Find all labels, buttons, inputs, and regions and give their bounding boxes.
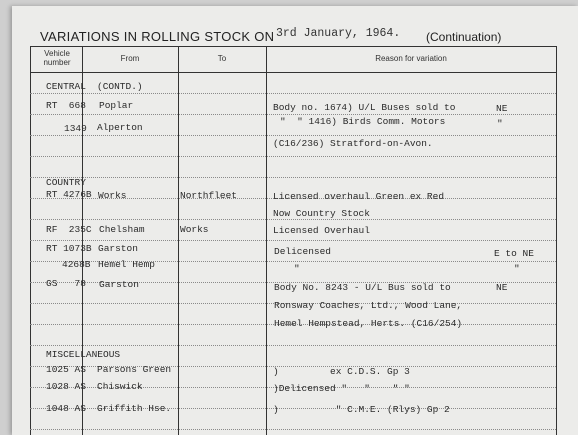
ruled-line [30, 345, 556, 346]
variation-reason: ) ex C.D.S. Gp 3 [273, 366, 410, 377]
vehicle-number: 1025 AS [46, 364, 86, 375]
variation-reason: Body no. 1674) U/L Buses sold to [273, 102, 456, 113]
ruled-line [30, 114, 556, 115]
vehicle-number: 1349 [64, 123, 87, 134]
destination-code: " [514, 263, 520, 274]
from-location: Parsons Green [97, 364, 172, 375]
variation-reason: )Delicensed " " " " [273, 383, 410, 394]
variation-reason: Body No. 8243 - U/L Bus sold to [274, 282, 451, 293]
vehicle-number: GS 78 [46, 278, 86, 289]
from-location: Alperton [97, 122, 143, 133]
variation-reason: Ronsway Coaches, Ltd., Wood Lane, [274, 300, 463, 311]
from-location: Poplar [99, 100, 134, 111]
ruled-line [30, 156, 556, 157]
column-header-reason: Reason for variation [375, 54, 447, 63]
destination-code: NE [496, 103, 508, 114]
section-central: CENTRAL [46, 81, 86, 92]
from-location: Chelsham [99, 224, 145, 235]
column-header-to: To [217, 54, 227, 63]
ruled-line [30, 219, 556, 220]
vehicle-number: RT 4276B [46, 189, 92, 200]
variation-reason: " [294, 263, 300, 274]
destination-code: E to NE [494, 248, 534, 259]
table-right-border [556, 46, 557, 435]
continuation-label: (Continuation) [426, 30, 502, 44]
report-date: 3rd January, 1964. [276, 27, 401, 40]
ruled-line [30, 135, 556, 136]
vehicle-number: RT 668 [46, 100, 86, 111]
from-location: Griffith Hse. [97, 403, 172, 414]
section-miscellaneous: MISCELLANEOUS [46, 349, 121, 360]
variation-reason: " " 1416) Birds Comm. Motors [280, 116, 446, 127]
ruled-line [30, 177, 556, 178]
from-location: Hemel Hemp [98, 259, 156, 270]
column-header-vehicle: Vehicle number [43, 49, 71, 67]
variation-reason: Now Country Stock [273, 208, 370, 219]
vehicle-number: RF 235C [46, 224, 92, 235]
to-location: Works [180, 224, 209, 235]
variation-reason: Licensed overhaul Green ex Red [273, 191, 445, 202]
from-location: Works [98, 190, 127, 201]
vehicle-number: 4268B [62, 259, 91, 270]
to-location: Northfleet [180, 190, 238, 201]
section-country: COUNTRY [46, 177, 86, 188]
section-central-cont: (CONTD.) [97, 81, 143, 92]
variation-reason: ) " C.M.E. (Rlys) Gp 2 [273, 404, 450, 415]
ruled-line [30, 429, 556, 430]
column-header-from: From [120, 54, 140, 63]
destination-code: NE [496, 282, 508, 293]
variation-reason: (C16/236) Stratford-on-Avon. [273, 138, 433, 149]
vehicle-number: 1048 AS [46, 403, 86, 414]
variation-reason: Hemel Hempstead, Herts. (C16/254) [274, 318, 463, 329]
ruled-line [30, 240, 556, 241]
header-rule [30, 72, 556, 73]
vehicle-number: 1028 AS [46, 381, 86, 392]
table-top-rule [30, 46, 556, 47]
from-location: Garston [98, 243, 138, 254]
variation-reason: Licensed Overhaul [273, 225, 370, 236]
page-title: VARIATIONS IN ROLLING STOCK ON [40, 29, 275, 44]
from-location: Garston [99, 279, 139, 290]
from-location: Chiswick [97, 381, 143, 392]
variation-reason: Delicensed [274, 246, 332, 257]
ruled-line [30, 93, 556, 94]
vehicle-number: RT 1073B [46, 243, 92, 254]
destination-code: " [497, 118, 503, 129]
